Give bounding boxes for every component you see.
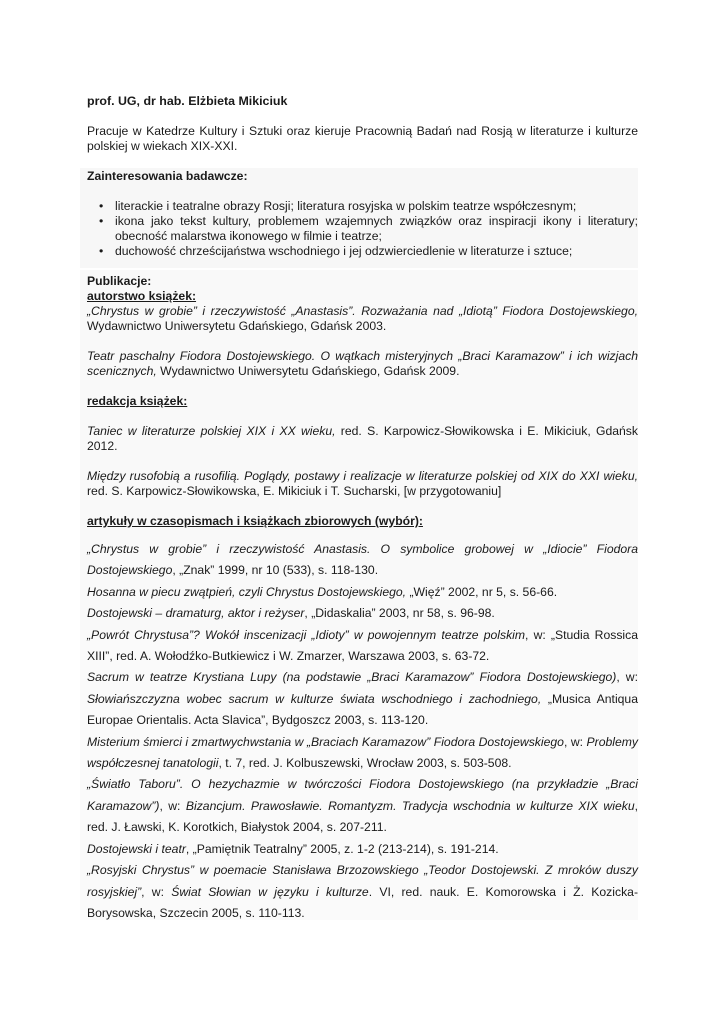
editing-heading: redakcja książek: — [87, 394, 188, 408]
document-body — [87, 94, 638, 924]
list-item: • duchowość chrześcijaństwa wschodniego i jej odzwierciedlenie w literaturze i sztuce; — [87, 244, 638, 259]
books-heading: autorstwo książek: — [87, 289, 197, 303]
article-entry: „Rosyjski Chrystus” w poemacie Stanisława Brzozowskiego „Teodor Dostojewski. Z mroków duszy rosyjskiej”, w: Świat Słowian w języku i kulturze. VI, red. nauk. E. Komorowska i Ż. Kozicka-Borysowska, Szczecin 2005, s. 110-113. — [87, 863, 638, 920]
intro-paragraph: Pracuje w Katedrze Kultury i Sztuki oraz kieruje Pracownią Badań nad Rosją w literaturze i kulturze polskiej w wiekach XIX-XXI. — [87, 124, 638, 153]
interests-list — [87, 199, 638, 259]
article-entry: Misterium śmierci i zmartwychwstania w „Braciach Karamazow” Fiodora Dostojewskiego, w: Problemy współczesnej tanatologii, t. 7, red. J. Kolbuszewski, Wrocław 2003, s. 503-508. — [87, 734, 638, 771]
article-entry: „Powrót Chrystusa”? Wokół inscenizacji „Idioty” w powojennym teatrze polskim, w: „Studia Rossica XIII”, red. A. Wołodźko-Butkiewicz i W. Zmarzer, Warszawa 2003, s. 63-72. — [87, 627, 639, 664]
articles-heading: artykuły w czasopismach i książkach zbiorowych (wybór): — [87, 514, 423, 528]
article-entry: Hosanna w piecu zwątpień, czyli Chrystus Dostojewskiego, „Więź” 2002, nr 5, s. 56-66. — [87, 584, 558, 599]
list-item: • ikona jako tekst kultury, problemem wzajemnych związków oraz inspiracji ikony i literatury; obecność malarstwa ikonowego w filmie i teatrze; — [87, 214, 638, 244]
article-entry: Dostojewski i teatr, „Pamiętnik Teatralny” 2005, z. 1-2 (213-214), s. 191-214. — [87, 841, 499, 856]
interests-heading: Zainteresowania badawcze: — [87, 169, 248, 183]
article-entry: „Chrystus w grobie” i rzeczywistość Anastasis. O symbolice grobowej w „Idiocie” Fiodora Dostojewskiego, „Znak” 1999, nr 10 (533), s. 118-130. — [87, 542, 638, 578]
publications-heading: Publikacje: — [87, 274, 152, 288]
book-entry: Teatr paschalny Fiodora Dostojewskiego. O wątkach misteryjnych „Braci Karamazow” i ich wizjach scenicznych, Wydawnictwo Uniwersytetu Gdańskiego, Gdańsk 2009. — [87, 349, 638, 378]
edited-entry: Taniec w literaturze polskiej XIX i XX wieku, red. S. Karpowicz-Słowikowska i E. Mikiciuk, Gdańsk 2012. — [87, 424, 638, 453]
list-item: • literackie i teatralne obrazy Rosji; literatura rosyjska w polskim teatrze współczesnym; — [87, 199, 638, 214]
article-entry: Sacrum w teatrze Krystiana Lupy (na podstawie „Braci Karamazow” Fiodora Dostojewskiego), w: Słowiańszczyzna wobec sacrum w kulturze świata wschodniego i zachodniego, „Musica Antiqua Europae Orientalis. Acta Slavica”, Bydgoszcz 2003, s. 113-120. — [87, 670, 638, 728]
author-heading: prof. UG, dr hab. Elżbieta Mikiciuk — [87, 94, 288, 108]
article-entry: „Światło Taboru”. O hezychazmie w twórczości Fiodora Dostojewskiego (na przykładzie „Braci Karamazow”), w: Bizancjum. Prawosławie. Romantyzm. Tradycja wschodnia w kulturze XIX wieku, red. J. Ławski, K. Korotkich, Białystok 2004, s. 207-211. — [87, 777, 638, 835]
article-entry: Dostojewski – dramaturg, aktor i reżyser, „Didaskalia” 2003, nr 58, s. 96-98. — [87, 606, 495, 621]
edited-entry: Między rusofobią a rusofilią. Poglądy, postawy i realizacje w literaturze polskiej od XIX do XXI wieku, red. S. Karpowicz-Słowikowska, E. Mikiciuk i T. Sucharski, [w przygotowaniu] — [87, 469, 638, 498]
book-entry: „Chrystus w grobie” i rzeczywistość „Anastasis”. Rozważania nad „Idiotą” Fiodora Dostojewskiego, Wydawnictwo Uniwersytetu Gdańskiego, Gdańsk 2003. — [87, 304, 638, 333]
